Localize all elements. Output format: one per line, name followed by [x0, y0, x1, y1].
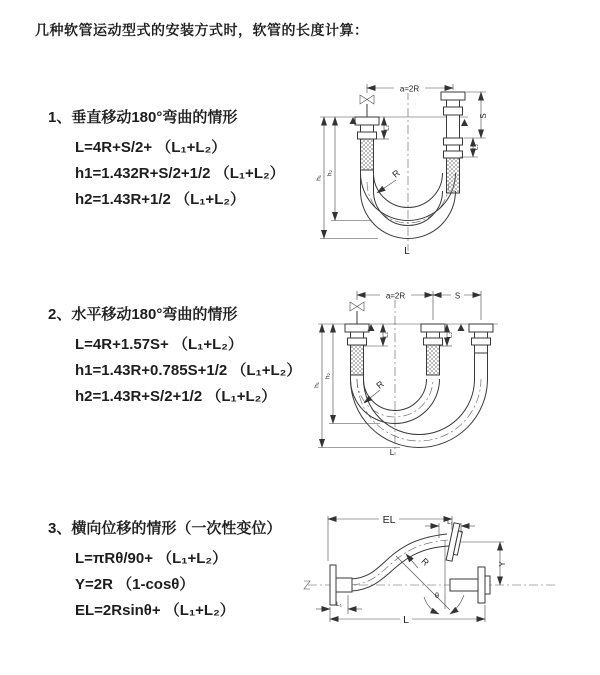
length-label: L: [404, 246, 410, 257]
section-vertical: [48, 110, 285, 213]
diagram-vertical-movement: [310, 75, 595, 260]
right-pipe-fitting: [441, 92, 465, 193]
left-pipe-fitting: [355, 117, 379, 170]
section-3-heading: 3、横向位移的情形（一次性变位）: [48, 520, 282, 537]
section-1-heading: 1、垂直移动180°弯曲的情形: [48, 109, 238, 126]
hose-s-curve: [351, 534, 449, 591]
formula-line: h2=1.43R+S/2+1/2 （L₁+L₂）: [75, 388, 277, 405]
radius-callout: [406, 554, 431, 568]
radius-callout: [377, 167, 402, 193]
fitting-left-dimension: [316, 595, 362, 614]
formula-line: EL=2Rsinθ+ （L₁+L₂）: [75, 602, 235, 619]
section-2-heading: 2、水平移动180°弯曲的情形: [48, 306, 238, 323]
formula-line: L=4R+1.57S+ （L₁+L₂）: [75, 336, 243, 353]
effective-length-dimension: [328, 513, 452, 561]
braided-hose-section: [351, 345, 364, 375]
braided-hose-section: [361, 139, 374, 170]
span-label: a=2R: [399, 84, 420, 94]
left-flange: [330, 565, 352, 605]
formula-line: L=4R+S/2+ （L₁+L₂）: [75, 139, 227, 156]
valve-icon: [360, 95, 374, 117]
span-label: a=2R: [385, 291, 406, 301]
offset-label: Y: [498, 561, 507, 567]
stroke-dimension: [464, 92, 489, 138]
fitting-left-label: L₁: [383, 125, 391, 131]
stroke-label: S: [479, 113, 488, 119]
section-1-formulas: [75, 135, 285, 213]
height1-label: h₁: [315, 175, 323, 181]
fitting-top-label: L₁: [447, 519, 453, 526]
up-arrow-icon: [458, 324, 465, 331]
section-2-formulas: [75, 332, 301, 410]
middle-pipe-fitting: [421, 324, 445, 375]
length-dimension: [330, 605, 485, 626]
section-lateral: [48, 521, 281, 624]
fitting-right-label: L₂: [446, 331, 454, 339]
formula-line: Y=2R （1-cosθ）: [75, 576, 195, 593]
angle-label: θ: [434, 591, 440, 600]
right-flange-original-position: [450, 567, 490, 603]
section-horizontal: [48, 307, 301, 410]
height2-label: h₂: [324, 372, 332, 380]
formula-line: h1=1.43R+0.785S+1/2 （L₁+L₂）: [75, 362, 302, 379]
fitting-top-dimension: [425, 519, 475, 538]
diagram-lateral-displacement: [300, 505, 600, 650]
effective-length-label: EL: [382, 514, 396, 526]
up-arrow-icon: [461, 119, 468, 126]
right-pipe-fitting-moved: [469, 324, 493, 353]
height1-label: h₁: [313, 382, 321, 388]
fitting-left-label: L₁: [382, 332, 390, 338]
page-title: 几种软管运动型式的安装方式时，软管的长度计算：: [35, 22, 369, 38]
formula-line: L=πRθ/90+ （L₁+L₂）: [75, 550, 228, 567]
left-pipe-fitting: [345, 324, 369, 375]
hose-u-bend-positions: [351, 353, 488, 447]
valve-icon: [350, 302, 364, 324]
fitting-right-label: L₂: [472, 143, 480, 151]
diagram-horizontal-movement: [308, 283, 600, 463]
formula-line: h2=1.43R+1/2 （L₁+L₂）: [75, 191, 246, 208]
fitting-left-label: L₁: [336, 601, 342, 608]
stroke-dimension: [433, 289, 481, 320]
length-label: L: [403, 614, 409, 626]
length-label: L: [389, 448, 395, 457]
height2-label: h₂: [326, 169, 334, 177]
radius-label: R: [419, 556, 431, 568]
span-dimension: [367, 82, 453, 94]
braided-hose-section: [427, 345, 440, 375]
stroke-label: S: [454, 291, 461, 301]
formula-line: h1=1.432R+S/2+1/2 （L₁+L₂）: [75, 165, 285, 182]
radius-label: R: [374, 378, 386, 391]
braided-hose-section: [447, 158, 460, 193]
radius-label: R: [390, 167, 402, 180]
section-3-formulas: [75, 546, 281, 624]
